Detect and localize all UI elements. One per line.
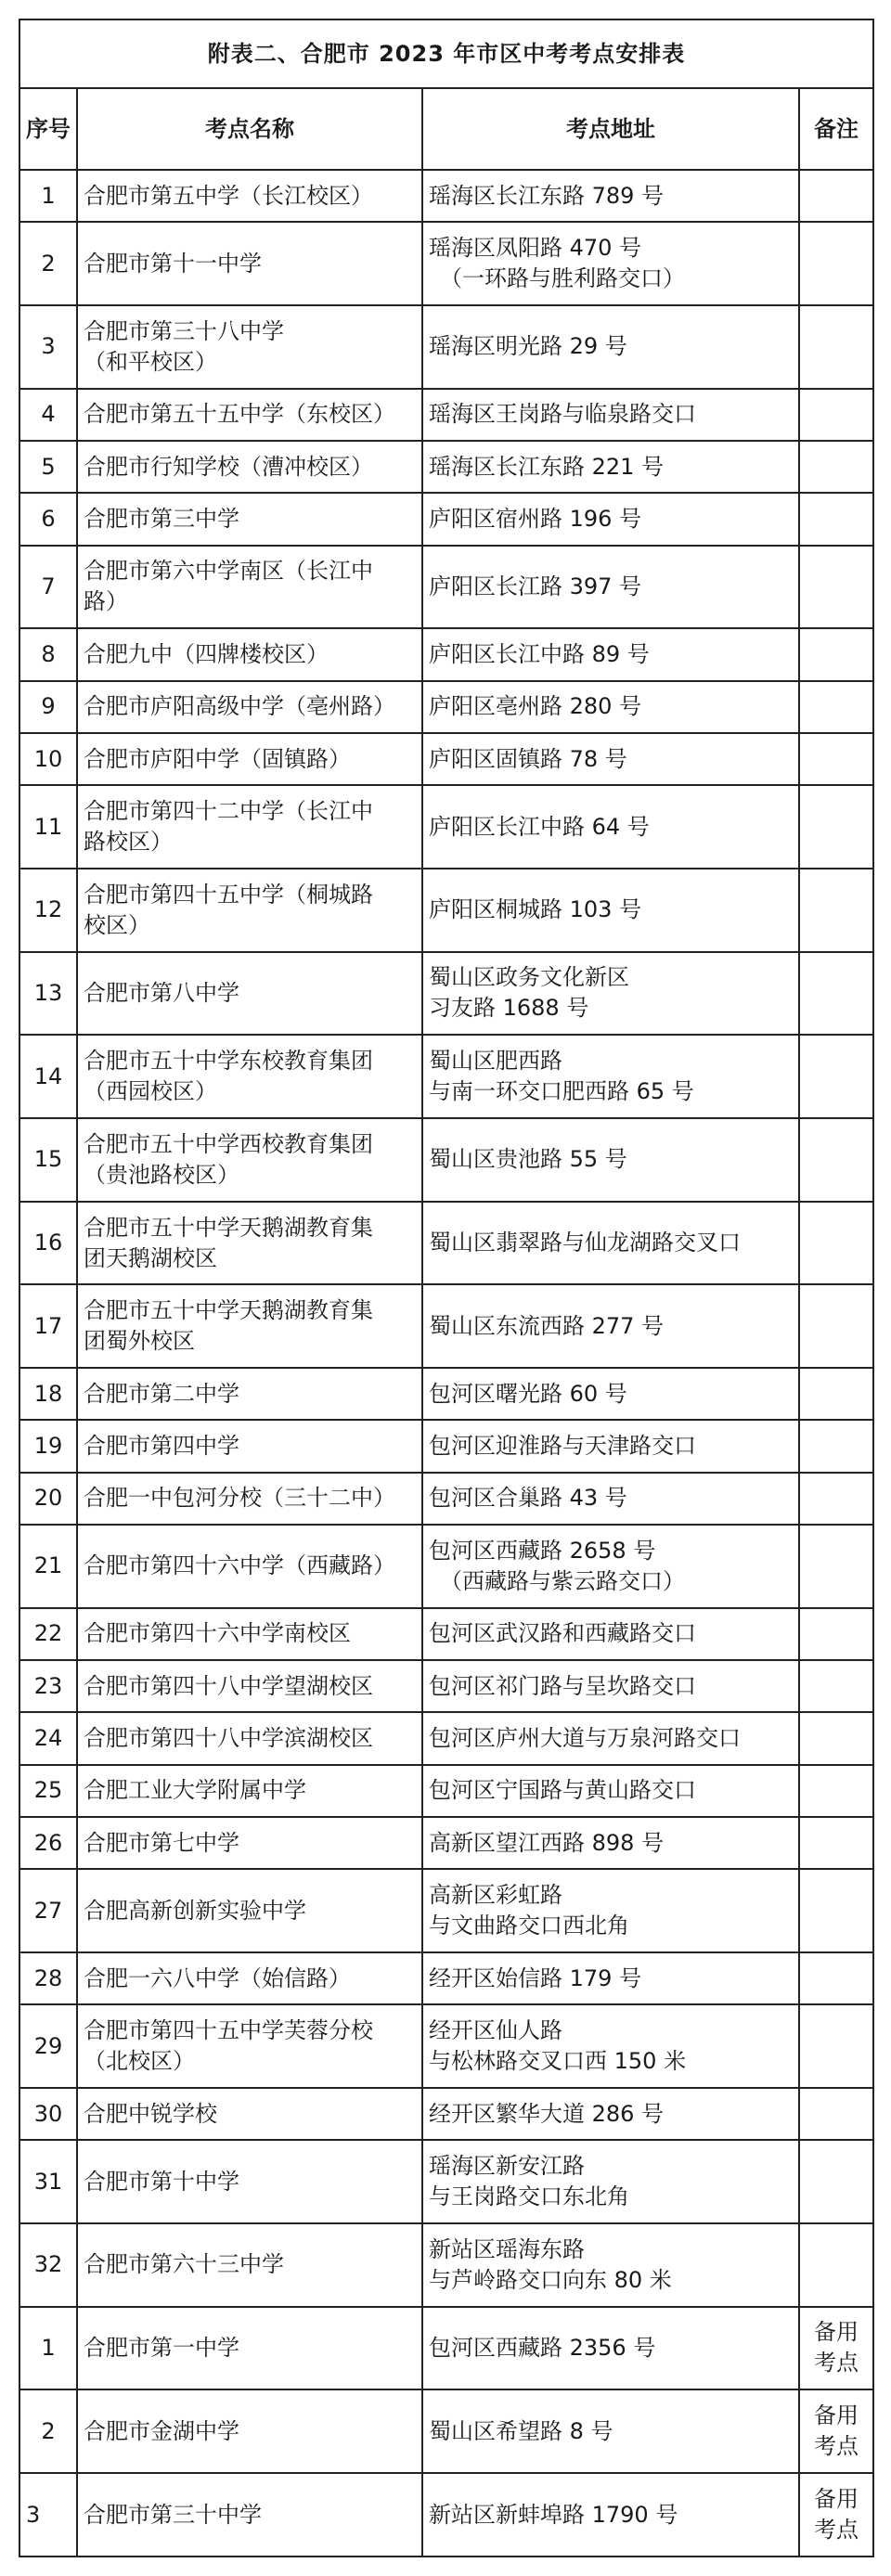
cell-address [422, 546, 799, 629]
exam-site-table [19, 19, 874, 2557]
cell-note-line: 备用 [814, 2402, 859, 2429]
cell-note [799, 1817, 873, 1869]
table-row [19, 2307, 873, 2390]
cell-address [422, 1284, 799, 1368]
cell-index: 32 [19, 2223, 77, 2307]
cell-address [422, 493, 799, 545]
cell-name-line: 合肥市第一中学 [84, 2334, 239, 2361]
cell-name [77, 441, 422, 493]
cell-address-line: 高新区望江西路 898 号 [429, 1829, 665, 1856]
cell-name-line: 合肥市第七中学 [84, 1829, 239, 1856]
cell-name-line: 合肥市庐阳中学（固镇路） [84, 745, 351, 772]
cell-address-line: 庐阳区长江中路 89 号 [429, 640, 650, 667]
cell-name-line: 合肥市第四十六中学（西藏路） [84, 1552, 395, 1579]
cell-name-line: （北校区） [84, 2048, 195, 2075]
cell-address [422, 952, 799, 1036]
cell-address [422, 1660, 799, 1712]
cell-address-line: 新站区瑶海东路 [429, 2235, 585, 2262]
cell-address [422, 2307, 799, 2390]
cell-name [77, 1525, 422, 1608]
cell-note [799, 1952, 873, 2004]
cell-address-line: 高新区彩虹路 [429, 1882, 562, 1909]
table-row [19, 1817, 873, 1869]
cell-address [422, 681, 799, 733]
table-row [19, 2473, 873, 2557]
cell-address [422, 222, 799, 305]
cell-note [799, 2473, 873, 2557]
cell-address [422, 1202, 799, 1285]
cell-name [77, 1765, 422, 1817]
cell-name [77, 952, 422, 1036]
table-row [19, 1420, 873, 1472]
cell-index: 9 [19, 681, 77, 733]
header-name: 考点名称 [77, 88, 422, 170]
cell-address-line: 包河区曙光路 60 号 [429, 1380, 627, 1407]
cell-index: 22 [19, 1608, 77, 1660]
cell-name [77, 170, 422, 222]
cell-note [799, 305, 873, 389]
cell-name-line: 合肥一六八中学（始信路） [84, 1964, 351, 1991]
table-row [19, 1712, 873, 1764]
header-address: 考点地址 [422, 88, 799, 170]
cell-index: 26 [19, 1817, 77, 1869]
cell-address-line: 瑶海区长江东路 789 号 [429, 182, 665, 209]
cell-name [77, 1118, 422, 1202]
cell-address-line: 瑶海区新安江路 [429, 2153, 585, 2180]
cell-note [799, 389, 873, 441]
cell-index: 31 [19, 2140, 77, 2223]
cell-name [77, 1952, 422, 2004]
cell-index: 21 [19, 1525, 77, 1608]
cell-address [422, 1952, 799, 2004]
cell-address-line: 庐阳区长江路 397 号 [429, 573, 642, 599]
cell-note-line: 考点 [814, 2433, 859, 2460]
cell-name-line: 合肥市第八中学 [84, 979, 239, 1006]
cell-address [422, 1118, 799, 1202]
cell-name [77, 628, 422, 680]
cell-address-line: 包河区西藏路 2658 号 [429, 1537, 656, 1564]
cell-name [77, 1712, 422, 1764]
cell-note [799, 952, 873, 1036]
cell-name-line: 合肥工业大学附属中学 [84, 1777, 306, 1804]
table-row [19, 1660, 873, 1712]
cell-note [799, 222, 873, 305]
cell-index: 1 [19, 170, 77, 222]
cell-address [422, 1368, 799, 1420]
cell-address-line: （一环路与胜利路交口） [440, 265, 685, 292]
cell-note [799, 1765, 873, 1817]
table-body [19, 170, 873, 2557]
cell-index: 28 [19, 1952, 77, 2004]
cell-address-line: 与松林路交叉口西 150 米 [429, 2048, 687, 2075]
table-row [19, 170, 873, 222]
cell-index: 23 [19, 1660, 77, 1712]
cell-note [799, 1284, 873, 1368]
table-row [19, 1952, 873, 2004]
cell-name-line: 合肥市第五中学（长江校区） [84, 182, 373, 209]
cell-name-line: 路校区） [84, 829, 173, 856]
cell-note [799, 681, 873, 733]
cell-name-line: 合肥市五十中学东校教育集团 [84, 1048, 373, 1075]
cell-note [799, 1608, 873, 1660]
table-row [19, 1035, 873, 1118]
cell-address-line: 包河区迎淮路与天津路交口 [429, 1433, 696, 1460]
cell-index: 4 [19, 389, 77, 441]
cell-note [799, 2307, 873, 2390]
cell-note [799, 733, 873, 785]
cell-note [799, 441, 873, 493]
table-row [19, 1284, 873, 1368]
cell-name-line: 合肥市第六十三中学 [84, 2251, 284, 2278]
cell-index: 10 [19, 733, 77, 785]
cell-name-line: 团天鹅湖校区 [84, 1244, 217, 1271]
cell-address-line: 蜀山区贵池路 55 号 [429, 1146, 627, 1173]
table-row [19, 546, 873, 629]
cell-note [799, 2004, 873, 2088]
title-row [19, 19, 873, 88]
cell-address-line: 瑶海区长江东路 221 号 [429, 453, 665, 480]
cell-name-line: 合肥九中（四牌楼校区） [84, 640, 329, 667]
table-row [19, 389, 873, 441]
cell-address [422, 2004, 799, 2088]
table-row [19, 1202, 873, 1285]
cell-address-line: 蜀山区翡翠路与仙龙湖路交叉口 [429, 1230, 741, 1256]
cell-note [799, 493, 873, 545]
cell-index: 27 [19, 1869, 77, 1952]
cell-name [77, 1035, 422, 1118]
cell-name-line: 合肥市第四十八中学望湖校区 [84, 1672, 373, 1699]
cell-note [799, 1202, 873, 1285]
cell-name-line: 合肥市第三中学 [84, 505, 239, 532]
cell-name [77, 389, 422, 441]
cell-index: 11 [19, 785, 77, 869]
cell-note [799, 2088, 873, 2140]
cell-note [799, 1473, 873, 1525]
cell-note [799, 1712, 873, 1764]
table-row [19, 733, 873, 785]
cell-address-line: 蜀山区肥西路 [429, 1048, 562, 1075]
cell-address-line: 与芦岭路交口向东 80 米 [429, 2266, 672, 2293]
cell-note [799, 1118, 873, 1202]
cell-address-line: 包河区合巢路 43 号 [429, 1485, 627, 1512]
table-row [19, 1869, 873, 1952]
cell-name-line: 合肥市第四十五中学芙蓉分校 [84, 2017, 373, 2044]
cell-name-line: 合肥一中包河分校（三十二中） [84, 1485, 395, 1512]
cell-name-line: 合肥市庐阳高级中学（亳州路） [84, 693, 395, 720]
cell-name [77, 493, 422, 545]
cell-name-line: 合肥市第六中学南区（长江中 [84, 558, 373, 585]
table-title: 附表二、合肥市 2023 年市区中考考点安排表 [19, 19, 873, 88]
cell-index: 17 [19, 1284, 77, 1368]
cell-address-line: 蜀山区希望路 8 号 [429, 2417, 613, 2444]
cell-address [422, 785, 799, 869]
cell-index: 7 [19, 546, 77, 629]
table-row [19, 1765, 873, 1817]
cell-name-line: 合肥市第三十中学 [84, 2501, 262, 2528]
cell-name-line: 合肥市第四中学 [84, 1433, 239, 1460]
cell-name [77, 1420, 422, 1472]
cell-index: 20 [19, 1473, 77, 1525]
table-row [19, 628, 873, 680]
cell-address-line: 庐阳区桐城路 103 号 [429, 896, 642, 923]
cell-address-line: 包河区祁门路与呈坎路交口 [429, 1672, 696, 1699]
cell-name [77, 2088, 422, 2140]
header-note: 备注 [799, 88, 873, 170]
cell-name-line: （贵池路校区） [84, 1161, 239, 1188]
cell-name [77, 546, 422, 629]
cell-name-line: 合肥市第十中学 [84, 2168, 239, 2195]
cell-name-line: 合肥市第四十八中学滨湖校区 [84, 1724, 373, 1751]
cell-index: 19 [19, 1420, 77, 1472]
header-row [19, 88, 873, 170]
table-row [19, 2140, 873, 2223]
cell-address [422, 389, 799, 441]
cell-address-line: 新站区新蚌埠路 1790 号 [429, 2501, 678, 2528]
cell-name-line: 合肥市五十中学天鹅湖教育集 [84, 1297, 373, 1324]
cell-address-line: 瑶海区王岗路与临泉路交口 [429, 401, 696, 428]
cell-name [77, 1202, 422, 1285]
cell-name [77, 869, 422, 952]
cell-name [77, 733, 422, 785]
cell-name [77, 785, 422, 869]
cell-name-line: 合肥市五十中学天鹅湖教育集 [84, 1214, 373, 1241]
cell-name-line: 合肥高新创新实验中学 [84, 1897, 306, 1924]
cell-name-line: （和平校区） [84, 348, 217, 375]
cell-address [422, 1525, 799, 1608]
table-row [19, 305, 873, 389]
table-row [19, 222, 873, 305]
cell-name [77, 1473, 422, 1525]
cell-name-line: 校区） [84, 911, 150, 938]
header-index: 序号 [19, 88, 77, 170]
cell-index: 14 [19, 1035, 77, 1118]
cell-address [422, 2389, 799, 2473]
cell-note [799, 2140, 873, 2223]
cell-address-line: 包河区西藏路 2356 号 [429, 2334, 656, 2361]
cell-index: 12 [19, 869, 77, 952]
cell-address-line: 包河区武汉路和西藏路交口 [429, 1620, 696, 1647]
cell-address-line: 经开区仙人路 [429, 2017, 562, 2044]
table-row [19, 1608, 873, 1660]
table-row [19, 785, 873, 869]
cell-note [799, 628, 873, 680]
cell-index: 2 [19, 2389, 77, 2473]
cell-address [422, 1869, 799, 1952]
cell-note [799, 2223, 873, 2307]
cell-index: 2 [19, 222, 77, 305]
cell-name [77, 305, 422, 389]
cell-note [799, 170, 873, 222]
cell-address [422, 2223, 799, 2307]
cell-name [77, 2140, 422, 2223]
cell-name [77, 1284, 422, 1368]
cell-note [799, 785, 873, 869]
cell-name [77, 2307, 422, 2390]
cell-note [799, 1660, 873, 1712]
cell-index: 15 [19, 1118, 77, 1202]
cell-address [422, 2473, 799, 2557]
cell-address-line: 蜀山区东流西路 277 号 [429, 1312, 665, 1339]
cell-note-line: 备用 [814, 2319, 859, 2346]
table-row [19, 869, 873, 952]
cell-name [77, 2473, 422, 2557]
cell-note [799, 1420, 873, 1472]
cell-note [799, 1368, 873, 1420]
cell-name-line: 合肥市第四十二中学（长江中 [84, 798, 373, 825]
cell-address-line: 经开区始信路 179 号 [429, 1964, 642, 1991]
cell-address [422, 305, 799, 389]
cell-index: 13 [19, 952, 77, 1036]
cell-index: 16 [19, 1202, 77, 1285]
cell-note [799, 546, 873, 629]
cell-name [77, 2389, 422, 2473]
cell-name-line: 合肥市第三十八中学 [84, 317, 284, 344]
table-row [19, 441, 873, 493]
cell-name [77, 1817, 422, 1869]
cell-address-line: （西藏路与紫云路交口） [440, 1567, 685, 1594]
cell-name [77, 681, 422, 733]
cell-address [422, 2088, 799, 2140]
cell-address-line: 与王岗路交口东北角 [429, 2183, 629, 2210]
cell-address-line: 与南一环交口肥西路 65 号 [429, 1078, 694, 1105]
cell-note [799, 1869, 873, 1952]
cell-address [422, 1608, 799, 1660]
table-row [19, 2389, 873, 2473]
cell-index: 18 [19, 1368, 77, 1420]
cell-name [77, 2004, 422, 2088]
cell-address [422, 869, 799, 952]
table-row [19, 1473, 873, 1525]
cell-address [422, 628, 799, 680]
cell-address-line: 庐阳区亳州路 280 号 [429, 693, 642, 720]
cell-index: 5 [19, 441, 77, 493]
cell-index: 30 [19, 2088, 77, 2140]
cell-name-line: 合肥市第二中学 [84, 1380, 239, 1407]
cell-address [422, 1473, 799, 1525]
cell-address-line: 经开区繁华大道 286 号 [429, 2100, 665, 2127]
cell-name-line: 路） [84, 588, 128, 615]
cell-name-line: 合肥市金湖中学 [84, 2417, 239, 2444]
cell-address [422, 733, 799, 785]
table-row [19, 2088, 873, 2140]
cell-note [799, 869, 873, 952]
cell-address-line: 庐阳区长江中路 64 号 [429, 813, 650, 840]
cell-index: 3 [19, 2473, 77, 2557]
cell-name [77, 222, 422, 305]
table-row [19, 952, 873, 1036]
cell-name-line: 合肥市第五十五中学（东校区） [84, 401, 395, 428]
cell-name-line: 合肥市五十中学西校教育集团 [84, 1130, 373, 1157]
cell-address-line: 瑶海区凤阳路 470 号 [429, 235, 642, 262]
cell-address-line: 庐阳区固镇路 78 号 [429, 745, 627, 772]
cell-address [422, 441, 799, 493]
cell-name-line: 合肥市行知学校（漕冲校区） [84, 453, 373, 480]
cell-address [422, 1420, 799, 1472]
cell-note-line: 考点 [814, 2350, 859, 2376]
cell-name-line: 合肥市第四十六中学南校区 [84, 1620, 351, 1647]
cell-name [77, 1368, 422, 1420]
cell-name [77, 1869, 422, 1952]
cell-address [422, 1765, 799, 1817]
cell-address [422, 1817, 799, 1869]
cell-address-line: 与文曲路交口西北角 [429, 1913, 629, 1939]
table-row [19, 1525, 873, 1608]
cell-note-line: 备用 [814, 2486, 859, 2512]
table-row [19, 1118, 873, 1202]
cell-name [77, 1608, 422, 1660]
table-row [19, 681, 873, 733]
cell-address-line: 习友路 1688 号 [429, 995, 589, 1022]
cell-name-line: 合肥市第四十五中学（桐城路 [84, 881, 373, 908]
cell-address-line: 蜀山区政务文化新区 [429, 964, 629, 991]
cell-address [422, 170, 799, 222]
cell-address-line: 瑶海区明光路 29 号 [429, 333, 627, 360]
cell-name-line: 合肥市第十一中学 [84, 250, 262, 277]
cell-address [422, 2140, 799, 2223]
cell-note [799, 2389, 873, 2473]
cell-index: 1 [19, 2307, 77, 2390]
cell-index: 6 [19, 493, 77, 545]
cell-address [422, 1712, 799, 1764]
cell-address [422, 1035, 799, 1118]
table-row [19, 1368, 873, 1420]
cell-name [77, 1660, 422, 1712]
cell-index: 24 [19, 1712, 77, 1764]
cell-note-line: 考点 [814, 2517, 859, 2543]
table-row [19, 2223, 873, 2307]
cell-address-line: 包河区宁国路与黄山路交口 [429, 1777, 696, 1804]
cell-index: 3 [19, 305, 77, 389]
cell-name-line: （西园校区） [84, 1078, 217, 1105]
table-row [19, 2004, 873, 2088]
cell-note [799, 1035, 873, 1118]
cell-address-line: 包河区庐州大道与万泉河路交口 [429, 1724, 741, 1751]
cell-name-line: 团蜀外校区 [84, 1328, 195, 1355]
table-row [19, 493, 873, 545]
cell-name [77, 2223, 422, 2307]
cell-index: 8 [19, 628, 77, 680]
cell-name-line: 合肥中锐学校 [84, 2100, 217, 2127]
cell-note [799, 1525, 873, 1608]
cell-address-line: 庐阳区宿州路 196 号 [429, 505, 642, 532]
cell-index: 25 [19, 1765, 77, 1817]
cell-index: 29 [19, 2004, 77, 2088]
